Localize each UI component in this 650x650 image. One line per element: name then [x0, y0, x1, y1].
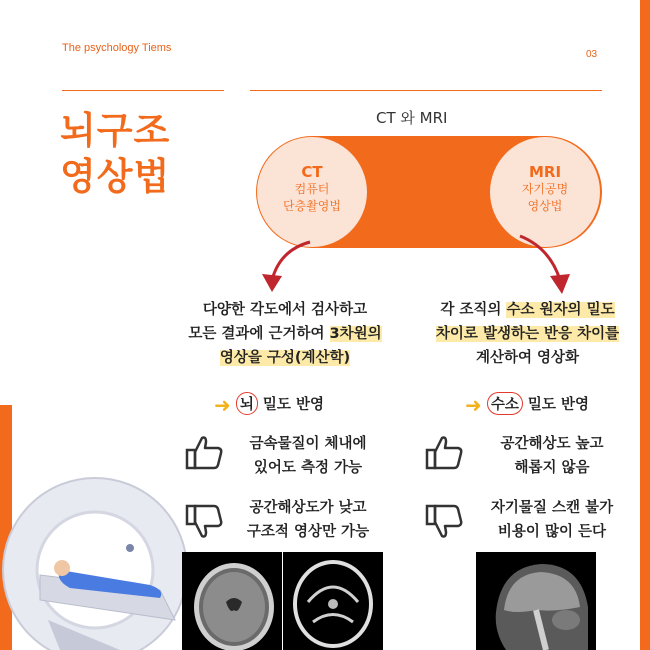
scanner-illustration [0, 470, 200, 650]
mri-name-2: 영상법 [527, 199, 563, 213]
ct-desc-line-2: 모든 결과에 근거하여 3차원의 [188, 326, 382, 342]
mri-description [410, 298, 645, 370]
ct-reflect-text: 밀도 반영 [257, 397, 324, 413]
mri-curved-arrow [520, 236, 560, 280]
mri-reflect-text: 밀도 반영 [522, 397, 589, 413]
curved-arrows [250, 200, 630, 300]
mri-reflect-circled: 수소 [487, 392, 523, 415]
ct-desc-line-3: 영상을 구성(계산학) [219, 350, 351, 366]
mri-con: 자기물질 스캔 불가 비용이 많이 든다 [490, 500, 614, 540]
ct-scan-image-1 [182, 552, 282, 650]
ct-description [170, 298, 400, 370]
ct-pro: 금속물질이 체내에 있어도 측정 가능 [249, 436, 367, 476]
ct-scan-image-2 [283, 552, 383, 650]
mri-desc-line-2: 차이로 발생하는 반응 차이를 [435, 326, 620, 342]
thumbs-up-icon [184, 432, 226, 474]
thumbs-down-icon [424, 500, 466, 542]
mri-name-1: 자기공명 [521, 182, 569, 196]
ct-name-1: 컴퓨터 [294, 182, 330, 196]
right-arrow-icon: ➜ [465, 393, 482, 417]
ct-reflect [214, 392, 324, 417]
mri-arrow-head [550, 274, 570, 294]
ct-curved-arrow [272, 242, 310, 280]
mri-reflect [465, 392, 589, 417]
page-number: 03 [586, 49, 598, 60]
comparison-heading: CT 와 MRI [376, 109, 448, 127]
mri-desc-line-3: 계산하여 영상화 [475, 350, 580, 366]
title-line-1: 뇌구조 [60, 109, 171, 152]
mri-pro: 공간해상도 높고 해롭지 않음 [500, 436, 604, 476]
mri-scan-image [476, 552, 596, 650]
mri-abbr: MRI [528, 163, 562, 181]
ct-abbr: CT [301, 163, 323, 181]
ct-con: 공간해상도가 낮고 구조적 영상만 가능 [246, 500, 370, 540]
title-line-2: 영상법 [60, 155, 171, 198]
thumbs-up-icon [424, 432, 466, 474]
brand-text: The psychology Tiems [62, 42, 172, 54]
divider-right [250, 90, 602, 91]
ct-name-2: 단층촬영법 [283, 199, 341, 213]
ct-reflect-circled: 뇌 [236, 392, 258, 415]
divider-left [62, 90, 224, 91]
page-title [60, 108, 170, 200]
right-arrow-icon: ➜ [214, 393, 231, 417]
mri-desc-line-1: 각 조직의 수소 원자의 밀도 [440, 302, 615, 318]
ct-arrow-head [262, 274, 282, 292]
ct-desc-line-1: 다양한 각도에서 검사하고 [202, 302, 368, 318]
